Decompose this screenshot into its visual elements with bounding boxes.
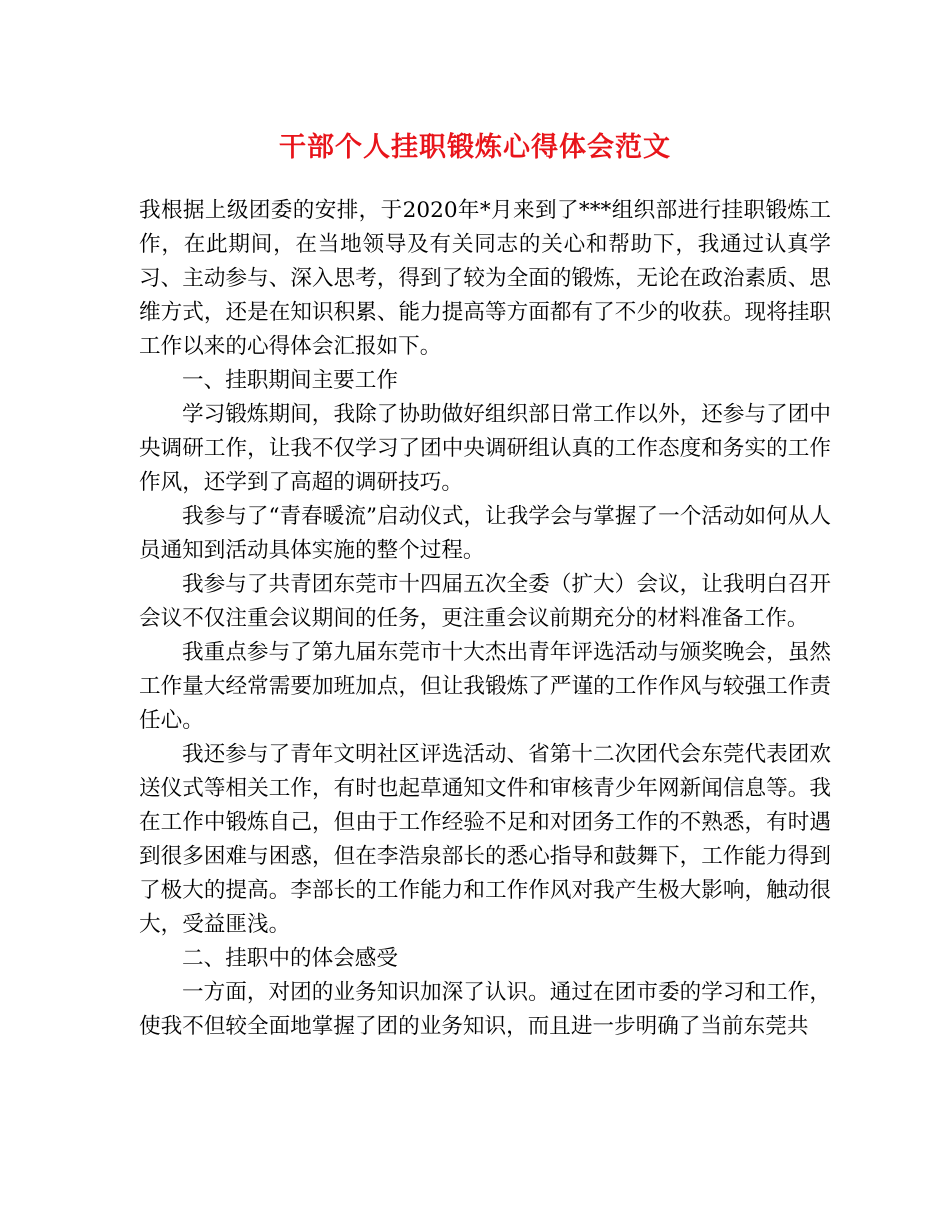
section-heading: 二、挂职中的体会感受	[182, 946, 398, 971]
paragraph: 我重点参与了第九届东莞市十大杰出青年评选活动与颁奖晚会，虽然工作量大经常需要加班加点，但让我锻炼了严谨的工作作风与较强工作责任心。	[139, 640, 831, 733]
paragraph: 我参与了共青团东莞市十四届五次全委（扩大）会议，让我明白召开会议不仅注重会议期间的任务，更注重会议前期充分的材料准备工作。	[139, 572, 831, 631]
paragraph: 一方面，对团的业务知识加深了认识。通过在团市委的学习和工作，使我不但较全面地掌握了团的业务知识，而且进一步明确了当前东莞共	[139, 980, 831, 1039]
section-heading: 一、挂职期间主要工作	[182, 368, 398, 393]
document-body	[139, 194, 831, 1044]
paragraph: 我参与了“青春暖流”启动仪式，让我学会与掌握了一个活动如何从人员通知到活动具体实施的整个过程。	[139, 504, 831, 563]
paragraph: 我根据上级团委的安排，于2020年*月来到了***组织部进行挂职锻炼工作，在此期间，在当地领导及有关同志的关心和帮助下，我通过认真学习、主动参与、深入思考，得到了较为全面的锻炼，无论在政治素质、思维方式，还是在知识积累、能力提高等方面都有了不少的收获。现将挂职工作以来的心得体会汇报如下。	[139, 198, 831, 359]
paragraph: 学习锻炼期间，我除了协助做好组织部日常工作以外，还参与了团中央调研工作，让我不仅学习了团中央调研组认真的工作态度和务实的工作作风，还学到了高超的调研技巧。	[139, 402, 831, 495]
document-title: 干部个人挂职锻炼心得体会范文	[279, 132, 671, 163]
paragraph: 我还参与了青年文明社区评选活动、省第十二次团代会东莞代表团欢送仪式等相关工作，有时也起草通知文件和审核青少年网新闻信息等。我在工作中锻炼自己，但由于工作经验不足和对团务工作的不熟悉，有时遇到很多困难与困惑，但在李浩泉部长的悉心指导和鼓舞下，工作能力得到了极大的提高。李部长的工作能力和工作作风对我产生极大影响，触动很大，受益匪浅。	[139, 742, 831, 937]
